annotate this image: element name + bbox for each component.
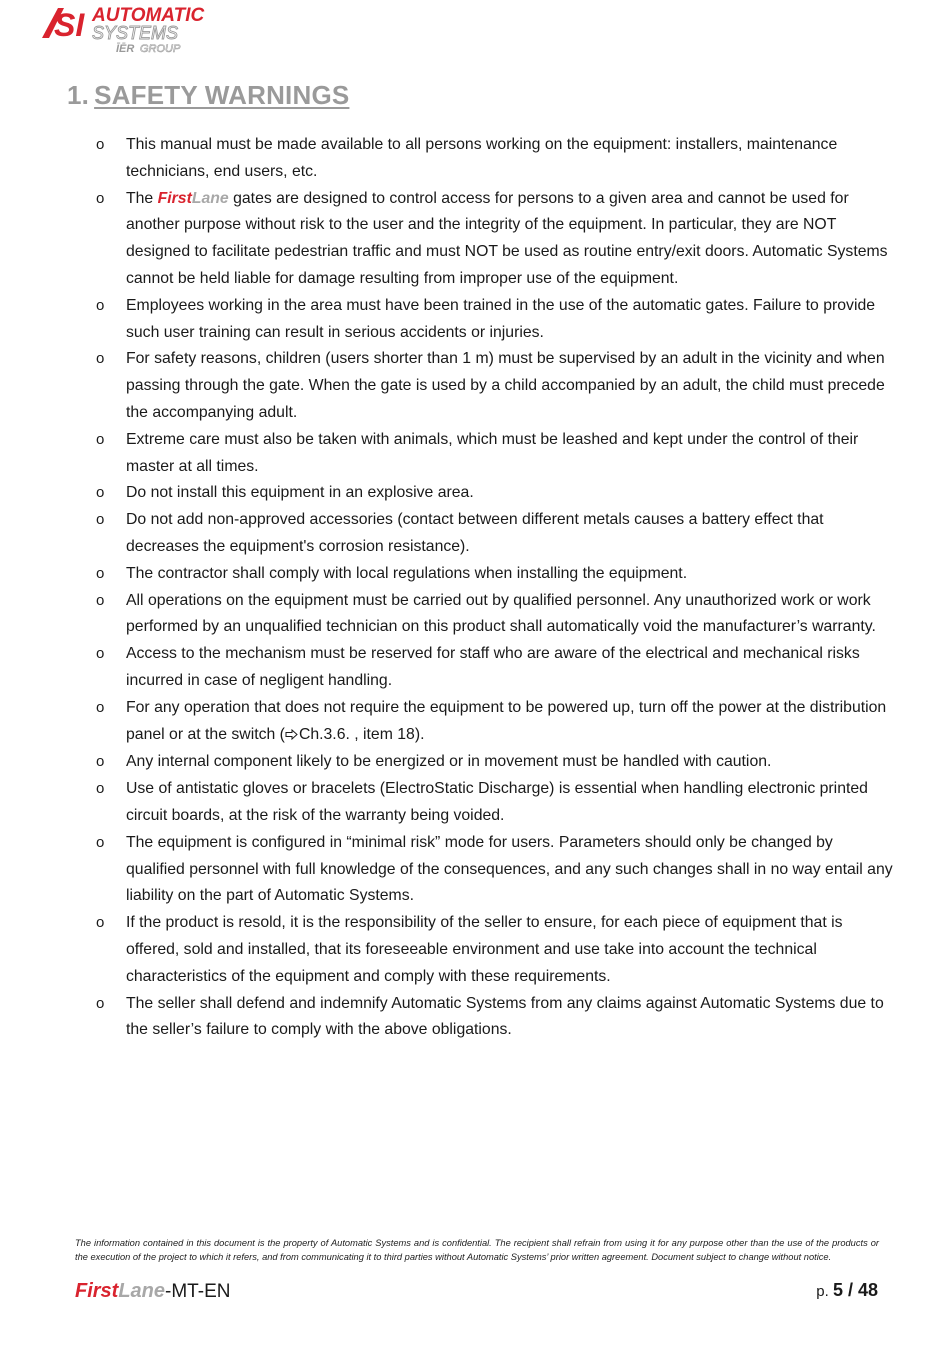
brand-lane: Lane [191, 189, 229, 207]
bullet: o [96, 430, 105, 448]
warning-text [126, 186, 896, 293]
arrow-right-outline-icon [285, 723, 298, 750]
warning-text: Do not install this equipment in an explosive area. [126, 484, 474, 502]
list-item [96, 186, 896, 293]
warning-prefix: For any operation that does not require the equipment to be powered up, turn off the power at the distribution panel or at the switch ( [126, 698, 887, 743]
warning-text: All operations on the equipment must be carried out by qualified personnel. Any unauthorized work or work performed by an unqualified technician on this product shall automatically void the manufacturer’s warranty. [126, 591, 876, 636]
warning-text: This manual must be made available to all persons working on the equipment: installers, maintenance technicians, end users, etc. [126, 136, 838, 180]
list-item [96, 991, 896, 1045]
bullet: o [96, 564, 105, 582]
document-reference [75, 1280, 230, 1303]
warning-text: Use of antistatic gloves or bracelets (ElectroStatic Discharge) is essential when handling electronic printed circuit boards, at the risk of the warranty being voided. [126, 780, 868, 824]
bullet: o [96, 698, 105, 716]
chapter-reference: Ch.3.6. , item 18). [298, 725, 425, 743]
bullet: o [96, 994, 105, 1012]
page-value: 5 / 48 [832, 1280, 878, 1300]
warning-text: Do not add non-approved accessories (contact between different metals causes a battery effect that decreases the equipment's corrosion resistance). [126, 511, 824, 555]
warning-text: Extreme care must also be taken with animals, which must be leashed and kept under the control of their master at all times. [126, 430, 859, 475]
warning-text: For safety reasons, children (users shorter than 1 m) must be supervised by an adult in the vicinity and when passing through the gate. When the gate is used by a child accompanied by an adult, the child must precede the accompanying adult. [126, 350, 885, 421]
list-item [96, 695, 896, 750]
section-number: 1. [67, 80, 90, 110]
list-item [96, 776, 896, 830]
list-item [96, 480, 896, 507]
warning-text [126, 695, 896, 750]
bullet: o [96, 645, 105, 663]
warning-text: The contractor shall comply with local regulations when installing the equipment. [126, 564, 688, 582]
list-item [96, 427, 896, 481]
list-item [96, 749, 896, 776]
warning-text: Any internal component likely to be energized or in movement must be handled with caution. [126, 753, 772, 771]
doc-code: -MT-EN [165, 1281, 231, 1302]
warning-text: Access to the mechanism must be reserved for staff who are aware of the electrical and mechanical risks incurred in case of negligent handling. [126, 645, 860, 689]
bullet: o [96, 591, 105, 609]
bullet: o [96, 189, 105, 207]
warning-text: The seller shall defend and indemnify Automatic Systems from any claims against Automatic Systems due to the seller’s failure to comply with the above obligations. [126, 994, 884, 1039]
warning-prefix: The [126, 189, 158, 207]
doc-brand-lane: Lane [118, 1280, 166, 1302]
company-logo [40, 2, 240, 57]
bullet: o [96, 753, 105, 771]
list-item [96, 910, 896, 990]
svg-text:AUTOMATIC: AUTOMATIC [92, 5, 205, 26]
svg-text:ĪĒR: ĪĒR [116, 43, 135, 55]
confidentiality-notice: The information contained in this document is the property of Automatic Systems and is confidential. The recipient shall refrain from using it for any purpose other than the use of the products or the execution of the project to which it refers, and from communicating it to third parties without Automatic Systems’ prior written agreement. Document subject to change without notice. [75, 1238, 879, 1262]
list-item [96, 830, 896, 910]
doc-brand-first: First [75, 1280, 119, 1302]
list-item [96, 346, 896, 426]
warning-text: The equipment is configured in “minimal risk” mode for users. Parameters should only be changed by qualified personnel with full knowledge of the consequences, and any such changes shall in no way entail any liability on the part of Automatic Systems. [126, 833, 893, 905]
brand-first: First [157, 189, 192, 207]
bullet: o [96, 914, 105, 932]
bullet: o [96, 833, 105, 851]
bullet: o [96, 484, 105, 502]
bullet: o [96, 780, 105, 798]
list-item [96, 561, 896, 588]
section-heading [67, 80, 349, 111]
bullet: o [96, 350, 105, 368]
page-number [816, 1280, 878, 1301]
bullet: o [96, 136, 105, 153]
list-item [96, 132, 896, 186]
bullet: o [96, 511, 105, 529]
svg-text:SYSTEMS: SYSTEMS [92, 23, 179, 43]
warning-text: Employees working in the area must have been trained in the use of the automatic gates. Failure to provide such user training can result in serious accidents or injuries. [126, 296, 876, 341]
svg-text:GROUP: GROUP [140, 43, 181, 55]
list-item [96, 293, 896, 347]
section-title: SAFETY WARNINGS [94, 80, 350, 110]
safety-warnings-list [96, 132, 896, 1044]
warning-body: gates are designed to control access for persons to a given area and cannot be used for another purpose without risk to the user and the integrity of the equipment. In particular, they are NOT designed to facilitate pedestrian traffic and must NOT be used as routine entry/exit doors. Automatic Systems cannot be held liable for damage resulting from improper use of the equipment. [126, 189, 888, 287]
warning-text: If the product is resold, it is the responsibility of the seller to ensure, for each piece of equipment that is offered, sold and installed, that its foreseeable environment and use take into account the technical characteristics of the equipment and comply with these requirements. [126, 914, 843, 985]
page-prefix: p. [816, 1283, 829, 1300]
list-item [96, 641, 896, 695]
list-item [96, 507, 896, 561]
bullet: o [96, 296, 105, 314]
list-item [96, 588, 896, 642]
svg-text:SI: SI [54, 7, 85, 43]
